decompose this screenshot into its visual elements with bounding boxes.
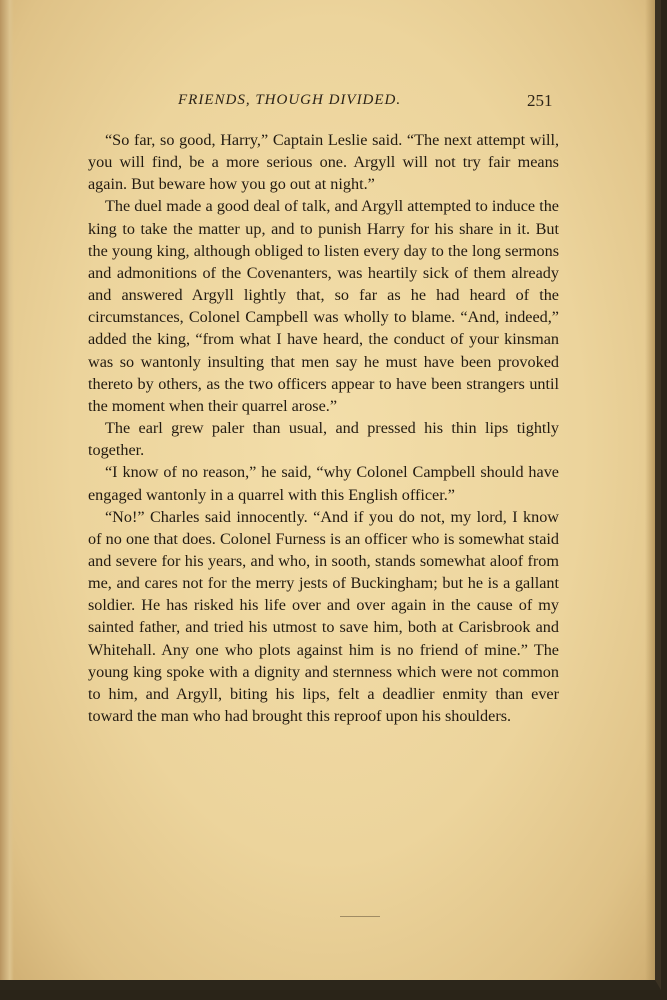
paragraph: The earl grew paler than usual, and pressed his thin lips tightly together.	[88, 419, 559, 460]
page-gutter-shadow	[0, 0, 14, 980]
page-edge-shadow	[645, 0, 655, 980]
paragraph: The duel made a good deal of talk, and Argyll attempted to induce the king to take the matter up, and to punish Harry for his share in it. But the young king, although obliged to listen every day to the long sermons and admonitions of the Covenanters, was heartily sick of them already and answered Argyll lightly that, so far as he had heard of the circumstances, Colonel Campbell was wholly to blame. “And, indeed,” added the king, “from what I have heard, the conduct of your kinsman was so wantonly insulting that men say he must have been provoked thereto by others, as the two officers appear to have been strangers until the moment when their quarrel arose.”	[88, 197, 559, 415]
running-header	[0, 92, 655, 112]
paragraph: “So far, so good, Harry,” Captain Leslie said. “The next attempt will, you will find, be a more serious one. Argyll will not try fair means again. But beware how you go out at night.”	[88, 131, 559, 194]
page-number: 251	[527, 91, 553, 110]
paragraph: “No!” Charles said innocently. “And if you do not, my lord, I know of no one that does. Colonel Furness is an officer who is somewhat staid and severe for his years, and who, in sooth, stands somewhat aloof from me, and cares not for the merry jests of Buckingham; but he is a gallant soldier. He has risked his life over and over again in the cause of my sainted father, and tried his utmost to save him, both at Carisbrook and Whitehall. Any one who plots against him is no friend of mine.” The young king spoke with a dignity and sternness which were not common to him, and Argyll, biting his lips, felt a deadlier enmity than ever toward the man who had brought this reproof upon his shoulders.	[88, 507, 559, 726]
paragraph: “I know of no reason,” he said, “why Colonel Campbell should have engaged wantonly in a quarrel with this English officer.”	[88, 463, 559, 504]
footer-rule	[340, 916, 380, 917]
body-text	[88, 129, 559, 727]
running-title: FRIENDS, THOUGH DIVIDED.	[178, 92, 402, 108]
